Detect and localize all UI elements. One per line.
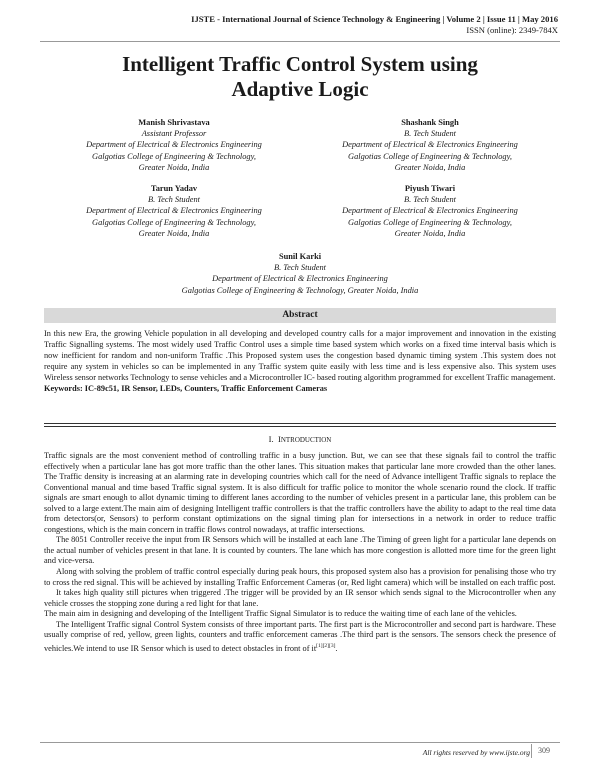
citation: [1][2][3] (316, 642, 336, 649)
header-rule (40, 41, 560, 42)
author-name: Sunil Karki (278, 252, 322, 261)
page-number: 309 (531, 744, 556, 758)
author-block (300, 183, 560, 239)
title-line-1: Intelligent Traffic Control System using (122, 52, 478, 76)
author-role: B. Tech Student (147, 195, 201, 205)
paragraph: The 8051 Controller receive the input from IR Sensors which will be installed at each lane .The Timing of green light for a particular lane depends on the actual number of vehicles present in that lane. It is counted by counters. The lane which has more congestion is allotted more time for the green light and vice-versa. (44, 535, 556, 566)
author-name: Manish Shrivastava (138, 118, 210, 127)
author-name: Piyush Tiwari (404, 184, 456, 193)
section-number: I. (268, 434, 274, 444)
author-inst: Galgotias College of Engineering & Technology, (348, 151, 512, 161)
keywords: Keywords: IC-89c51, IR Sensor, LEDs, Counters, Traffic Enforcement Cameras (44, 383, 328, 393)
paragraph: Traffic signals are the most convenient method of controlling traffic in a busy junction. But, we can see that these signals fail to control the traffic effectively when a particular lane has got more traffic than the other lanes. This situation makes that particular lane more crowded than the other lanes. The Traffic density is increasing at an alarming rate in developing countries which call for the need of Advance intelligent Traffic signals to replace the Conventional manual and time based Traffic signal system. It is also difficult for traffic police to monitor the whole scenario round the clock. If traffic signals are smart enough to allot dynamic timing to different lanes according to the number of vehicles present in a particular lane, this problem can be solved to a large extent.The main aim of designing Intelligent traffic controllers is that the traffic controllers have the ability to adapt to the real time data from detectors(or, Sensors) to perform constant optimizations on the signal timing plan for intersections in a network in order to reduce traffic congestions, which is the main concern in traffic flows control nowadays, at traffic intersections. (44, 451, 556, 534)
paper-title (0, 52, 600, 102)
author-city: Greater Noida, India (394, 162, 466, 172)
author-city: Greater Noida, India (394, 228, 466, 238)
paragraph-text: The Intelligent Traffic signal Control System consists of three important parts. The first part is the Microcontroller and second part is hardware. These usually comprise of red, yellow, green lights, counters and traffic enforcement cameras .The third part is the sensors. The sensors check the presence of vehicles.We intend to use IR Sensor which is used to detect obstacles in front of it (44, 619, 556, 653)
author-dept: Department of Electrical & Electronics Engineering (212, 274, 388, 284)
paragraph: The main aim in designing and developing of the Intelligent Traffic Signal Simulator is to reduce the waiting time of each lane of the vehicles. (44, 609, 517, 619)
paragraph: It takes high quality still pictures when triggered .The trigger will be provided by an IR sensor which sends signal to the Microcontroller when any vehicle crosses the stopping zone during a red light for that lane. (44, 588, 556, 608)
author-name: Tarun Yadav (150, 184, 198, 193)
author-block (44, 183, 304, 239)
issn: ISSN (online): 2349-784X (466, 25, 558, 35)
author-block (44, 117, 304, 173)
author-name: Shashank Singh (401, 118, 459, 127)
author-role: Assistant Professor (141, 129, 207, 139)
section-heading (0, 434, 600, 444)
body-text (44, 451, 556, 654)
author-dept: Department of Electrical & Electronics Engineering (86, 206, 262, 216)
author-inst: Galgotias College of Engineering & Technology, (92, 151, 256, 161)
author-inst: Galgotias College of Engineering & Technology, (348, 217, 512, 227)
section-initial: I (277, 434, 281, 444)
section-rule-thin (44, 426, 556, 427)
author-role: B. Tech Student (273, 263, 327, 273)
author-inst: Galgotias College of Engineering & Technology, Greater Noida, India (181, 285, 419, 295)
footer-rule (40, 742, 560, 743)
journal-info: IJSTE - International Journal of Science Technology & Engineering | Volume 2 | Issue 11 | May 2016 (191, 14, 558, 24)
author-role: B. Tech Student (403, 129, 457, 139)
author-inst: Galgotias College of Engineering & Technology, (92, 217, 256, 227)
section-title-rest: NTRODUCTION (280, 436, 332, 444)
author-role: B. Tech Student (403, 195, 457, 205)
paragraph-last: The Intelligent Traffic signal Control System consists of three important parts. The first part is the Microcontroller and second part is hardware. These usually comprise of red, yellow, green lights, counters and traffic enforcement cameras .The third part is the sensors. The sensors check the presence of vehicles.We intend to use IR Sensor which is used to detect obstacles in front of it[1][2][3]. (44, 619, 556, 653)
journal-header (191, 14, 558, 36)
author-city: Greater Noida, India (138, 228, 210, 238)
author-city: Greater Noida, India (138, 162, 210, 172)
author-dept: Department of Electrical & Electronics Engineering (342, 206, 518, 216)
author-block (100, 251, 500, 296)
rights-notice: All rights reserved by www.ijste.org (422, 748, 530, 757)
abstract-heading: Abstract (44, 308, 556, 323)
author-dept: Department of Electrical & Electronics Engineering (86, 140, 262, 150)
title-line-2: Adaptive Logic (231, 77, 369, 101)
paragraph: Along with solving the problem of traffic control especially during peak hours, this proposed system also has a provision for penalising those who try to cross the red signal. This will be achieved by installing Traffic Enforcement Cameras (or, Red light camera) which will be installed on each traffic post. (44, 567, 556, 587)
author-block (300, 117, 560, 173)
section-rule (44, 423, 556, 424)
author-dept: Department of Electrical & Electronics Engineering (342, 140, 518, 150)
abstract-text: In this new Era, the growing Vehicle population in all developing and developed country calls for a major improvement and innovation in the existing Traffic Signalling systems. The most widely used Traffic Control uses a simple time based system which works on a fixed time interval basis which is now inefficient for random and non-uniform Traffic .This Proposed system uses the congestion based dynamic timing system .This system does not require any system in vehicles so can be implemented in any Traffic system quite easily with less time and is less expensive also. This system uses Wireless sensor networks Technology to sense vehicles and a Microcontroller IC- based routing algorithm programmed for excellent Traffic management. (44, 329, 556, 382)
abstract (44, 329, 556, 394)
